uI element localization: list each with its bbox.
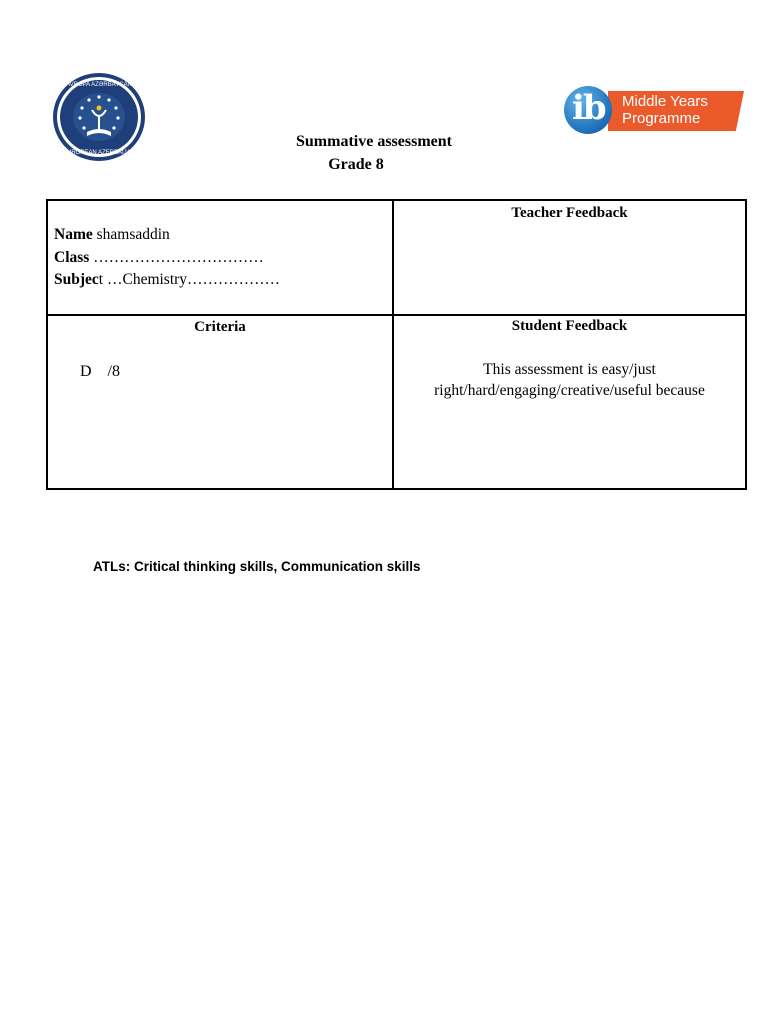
class-label: Class [54, 249, 90, 266]
subject-value: t …Chemistry……………… [98, 271, 281, 288]
student-feedback-header: Student Feedback [511, 318, 628, 334]
name-row [54, 226, 170, 244]
subject-row [54, 271, 280, 289]
assessment-form-table [46, 199, 747, 490]
student-feedback-line1: This assessment is easy/just [483, 361, 656, 378]
ib-myp-logo [564, 86, 746, 134]
svg-text:EUROPEAN AZERBAIJAN: EUROPEAN AZERBAIJAN [62, 150, 136, 156]
subject-label: Subjec [54, 271, 99, 288]
atls-line: ATLs: Critical thinking skills, Communication skills [93, 559, 421, 574]
teacher-feedback-header: Teacher Feedback [511, 205, 628, 221]
criteria-score: D /8 [80, 363, 120, 380]
ib-line1: Middle Years [622, 93, 708, 110]
student-feedback-line2: right/hard/engaging/creative/useful because [434, 382, 705, 399]
class-value: …………………………… [89, 249, 264, 266]
ib-programme-text [622, 93, 708, 127]
name-label: Name [54, 226, 93, 243]
svg-text:AVROPA AZƏRBAYCAN: AVROPA AZƏRBAYCAN [66, 82, 132, 88]
row-divider [48, 314, 745, 316]
document-title: Summative assessment [296, 133, 452, 150]
class-row [54, 249, 264, 267]
column-divider [392, 201, 394, 488]
grade-subtitle: Grade 8 [328, 156, 384, 173]
ib-line2: Programme [622, 110, 701, 127]
student-feedback-text [394, 359, 745, 401]
ib-mark: ib [572, 88, 605, 128]
name-value: shamsaddin [92, 226, 170, 243]
criteria-header: Criteria [194, 319, 246, 335]
